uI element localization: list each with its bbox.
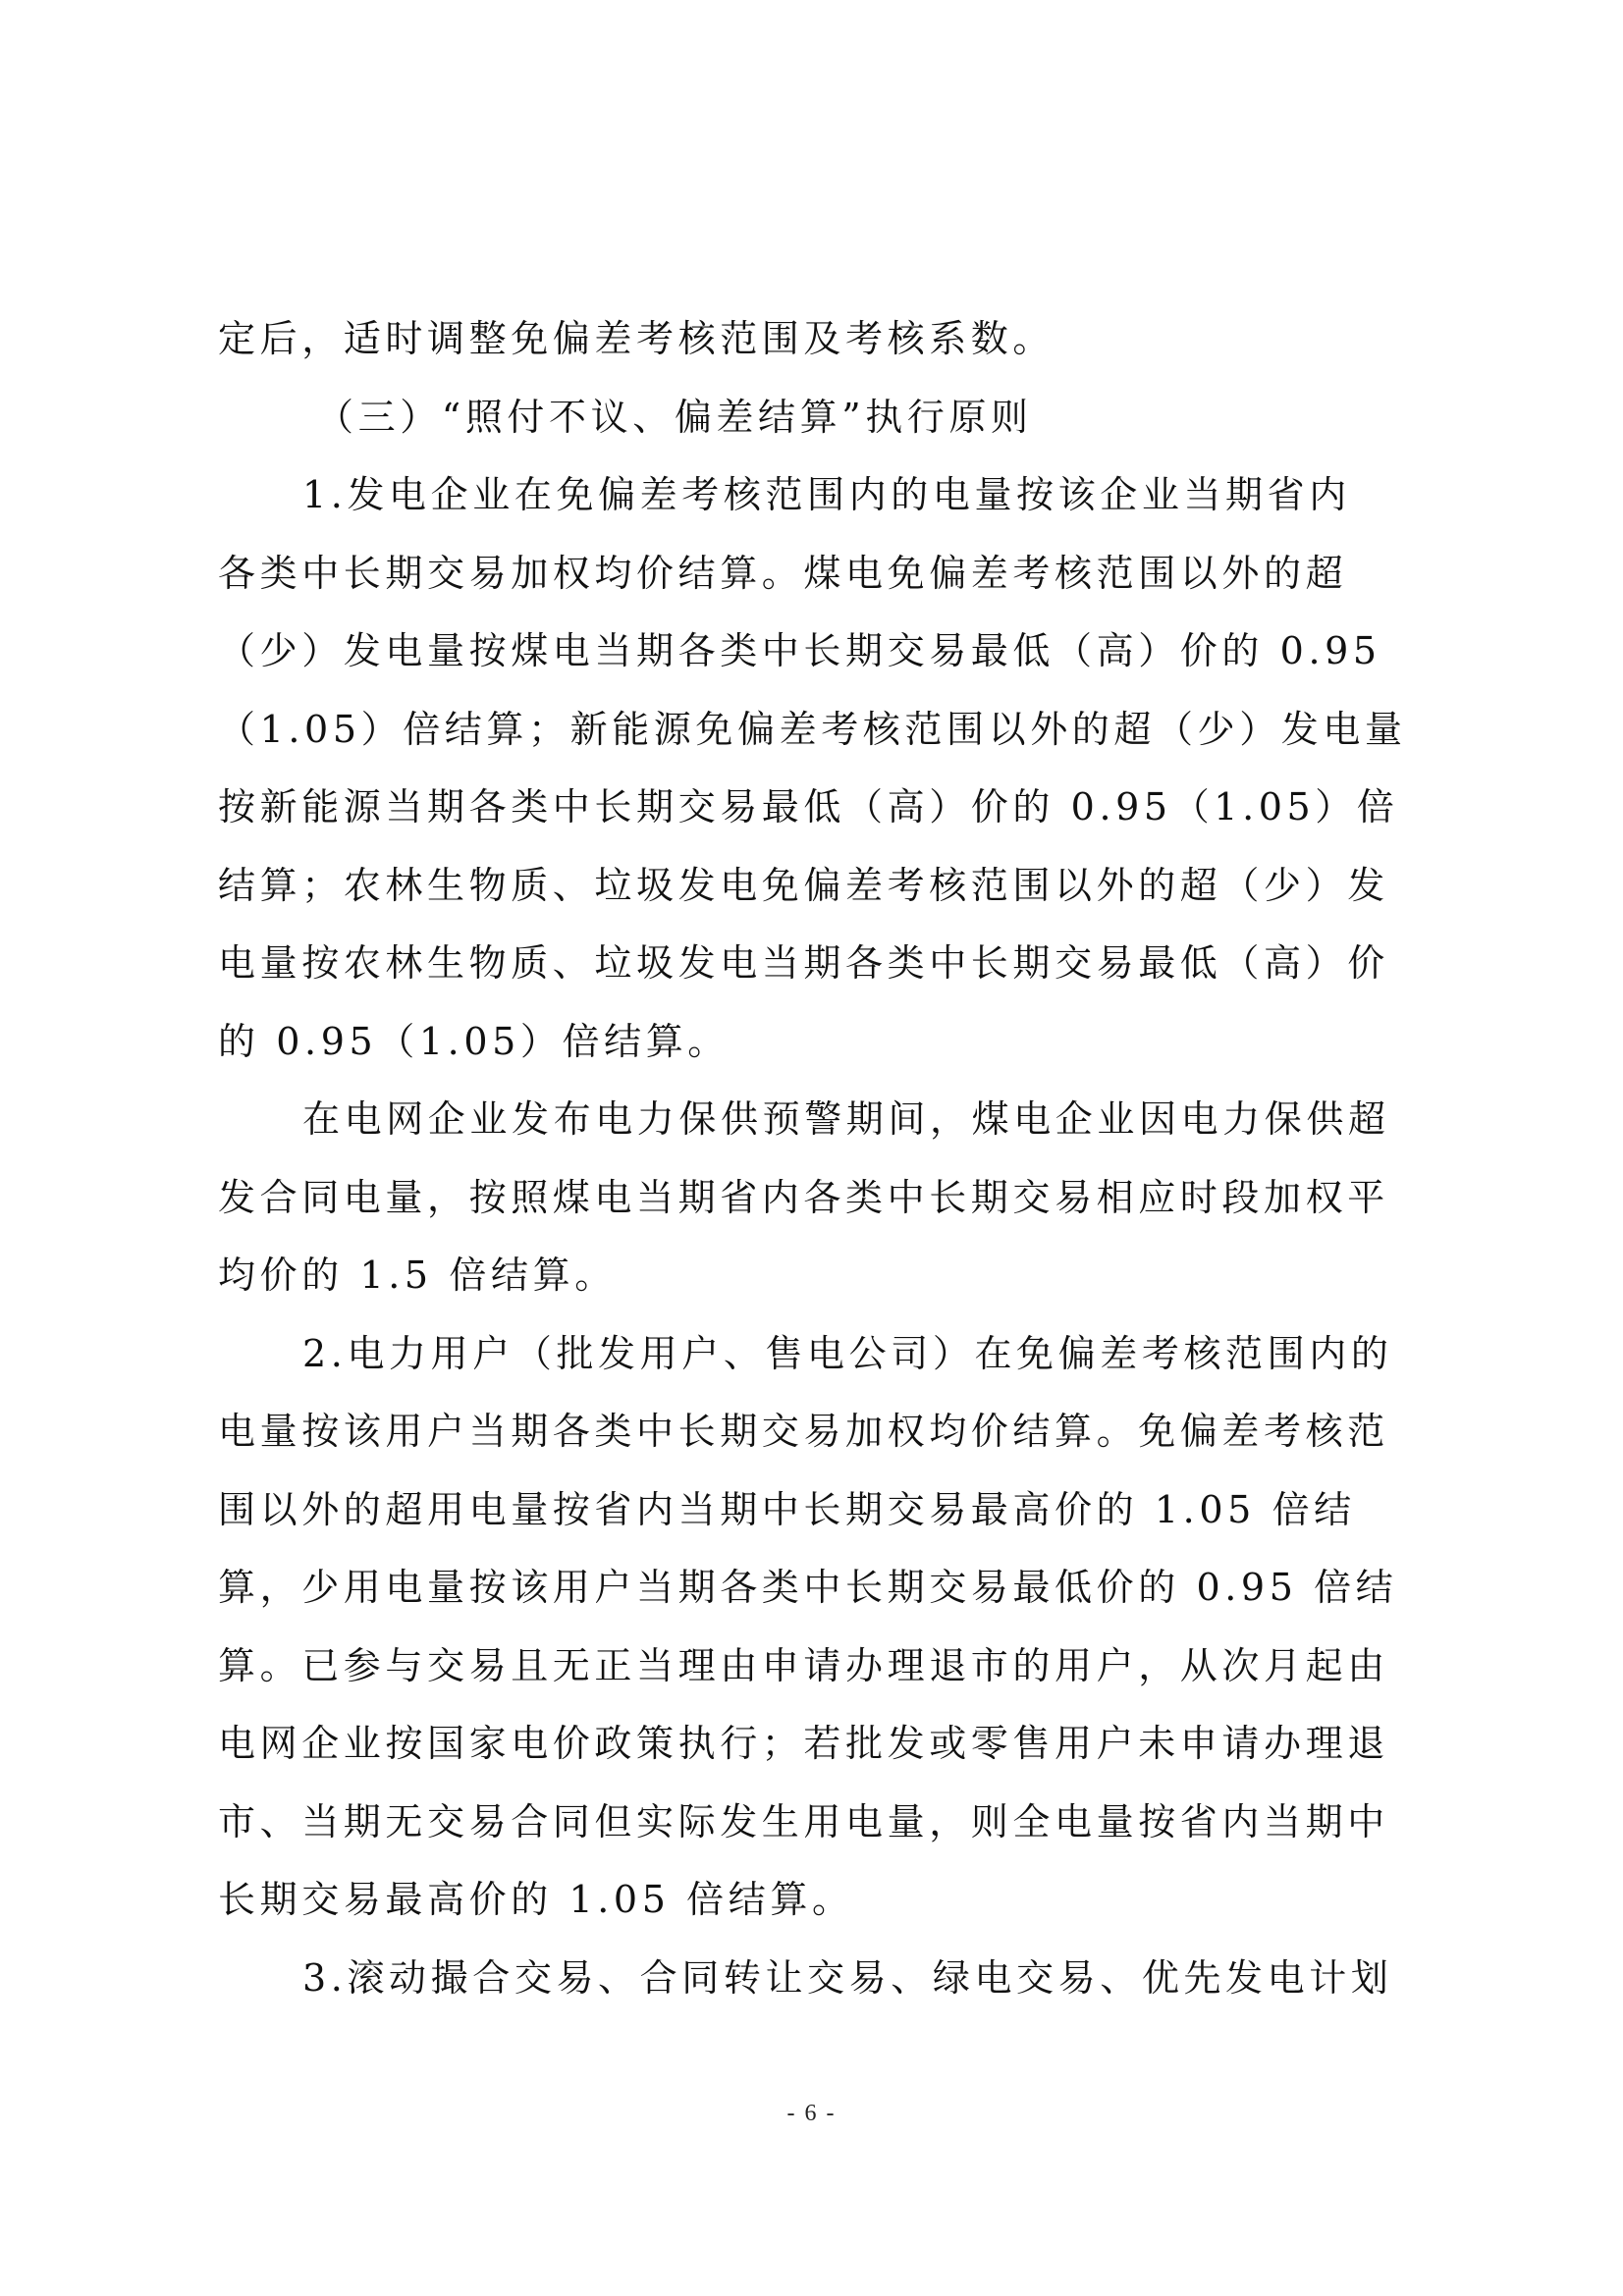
text-line: （少）发电量按煤电当期各类中长期交易最低（高）价的 0.95 bbox=[218, 629, 1381, 672]
text-line: 3.滚动撮合交易、合同转让交易、绿电交易、优先发电计划 bbox=[302, 1955, 1393, 2000]
text-line: 1.发电企业在免偏差考核范围内的电量按该企业当期省内 bbox=[302, 473, 1351, 516]
text-line: 定后，适时调整免偏差考核范围及考核系数。 bbox=[218, 317, 1055, 360]
text-line: （1.05）倍结算；新能源免偏差考核范围以外的超（少）发电量 bbox=[218, 707, 1407, 751]
text-line: 2.电力用户（批发用户、售电公司）在免偏差考核范围内的 bbox=[302, 1331, 1393, 1375]
text-line: 在电网企业发布电力保供预警期间，煤电企业因电力保供超 bbox=[302, 1097, 1390, 1141]
text-line: 结算；农林生物质、垃圾发电免偏差考核范围以外的超（少）发 bbox=[218, 863, 1389, 907]
section-heading: （三）“照付不议、偏差结算”执行原则 bbox=[316, 395, 1033, 439]
text-line: 均价的 1.5 倍结算。 bbox=[218, 1254, 617, 1297]
page-number: - 6 - bbox=[786, 2101, 837, 2126]
document-body bbox=[218, 300, 1427, 2017]
text-line: 电量按农林生物质、垃圾发电当期各类中长期交易最低（高）价 bbox=[218, 941, 1389, 985]
text-line: 按新能源当期各类中长期交易最低（高）价的 0.95（1.05）倍 bbox=[218, 785, 1399, 828]
text-line: 市、当期无交易合同但实际发生用电量，则全电量按省内当期中 bbox=[218, 1799, 1389, 1843]
text-line: 电量按该用户当期各类中长期交易加权均价结算。免偏差考核范 bbox=[218, 1410, 1389, 1453]
text-line: 长期交易最高价的 1.05 倍结算。 bbox=[218, 1878, 854, 1921]
text-line: 的 0.95（1.05）倍结算。 bbox=[218, 1019, 730, 1063]
text-line: 发合同电量，按照煤电当期省内各类中长期交易相应时段加权平 bbox=[218, 1175, 1389, 1219]
text-line: 电网企业按国家电价政策执行；若批发或零售用户未申请办理退 bbox=[218, 1722, 1389, 1765]
text-line: 算，少用电量按该用户当期各类中长期交易最低价的 0.95 倍结 bbox=[218, 1566, 1398, 1609]
text-line: 各类中长期交易加权均价结算。煤电免偏差考核范围以外的超 bbox=[218, 551, 1348, 595]
text-line: 围以外的超用电量按省内当期中长期交易最高价的 1.05 倍结 bbox=[218, 1487, 1356, 1531]
text-line: 算。已参与交易且无正当理由申请办理退市的用户，从次月起由 bbox=[218, 1643, 1389, 1687]
